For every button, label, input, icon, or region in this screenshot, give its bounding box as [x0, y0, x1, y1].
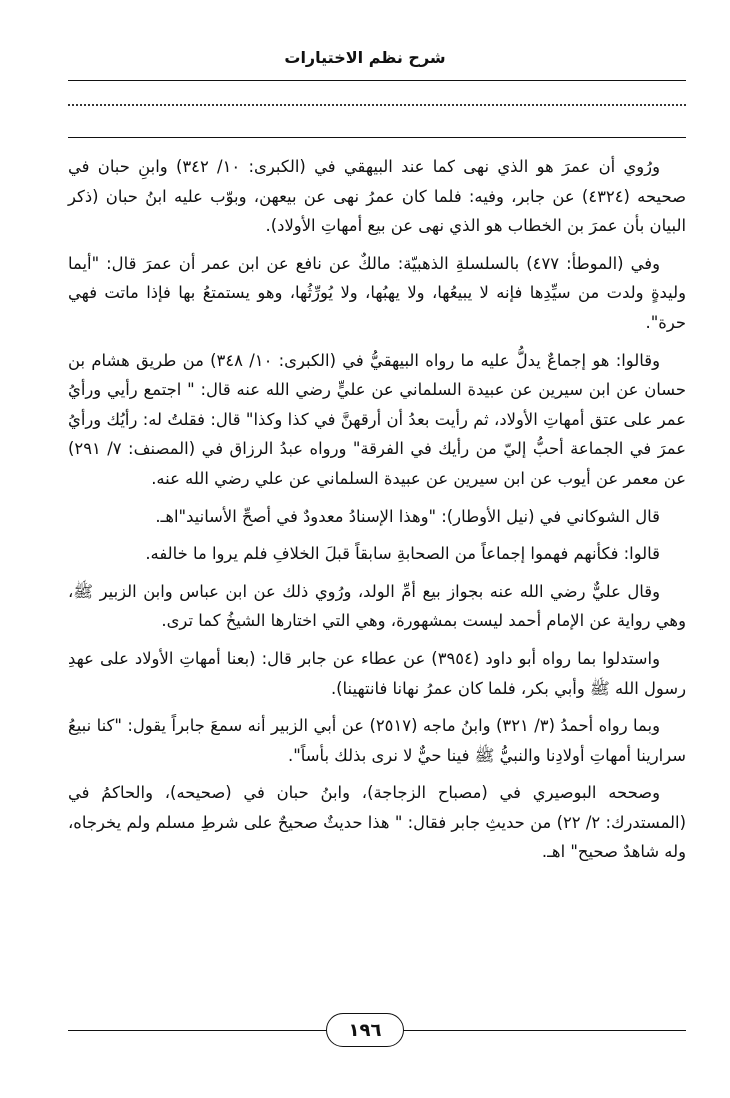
- paragraph: وقالوا: هو إجماعٌ يدلُّ عليه ما رواه البيهقيُّ في (الكبرى: ١٠/ ٣٤٨) من طريق هشام بن حسان عن ابن سيرين عن عبيدة السلماني عن عليٍّ رضي الله عنه قال: " اجتمع رأيي ورأيُ عمر على عتق أمهاتِ الأولاد، ثم رأيت بعدُ أن أرقهنَّ في كذا وكذا" قال: فقلتُ له: رأيُك ورأيُ عمرَ في الجماعة أحبُّ إليّ من رأيك في الفرقة" ورواه عبدُ الرزاق في (المصنف: ٧/ ٢٩١) عن معمر عن أيوب عن ابن سيرين عن عبيدة السلماني عن علي رضي الله عنه.: [68, 350, 686, 488]
- paragraph: واستدلوا بما رواه أبو داود (٣٩٥٤) عن عطاء عن جابر قال: (بعنا أمهاتِ الأولاد على عهدِ رسول الله ﷺ وأبي بكر، فلما كان عمرُ نهانا فانتهينا).: [68, 648, 686, 698]
- paragraph: وبما رواه أحمدُ (٣/ ٣٢١) وابنُ ماجه (٢٥١٧) عن أبي الزبير أنه سمعَ جابراً يقول: "كنا نبيعُ سرارينا أمهاتِ أولادِنا والنبيُّ ﷺ فينا حيٌّ لا نرى بذلك بأساً".: [68, 716, 686, 765]
- footer-rule-right: [400, 1030, 686, 1031]
- page-number: ١٩٦: [326, 1013, 404, 1047]
- footer-rule-left: [68, 1030, 328, 1031]
- paragraph: وقال عليٌّ رضي الله عنه بجواز بيع أمِّ الولد، ورُوي ذلك عن ابن عباس وابن الزبير ﷺ، وهي رواية عن الإمام أحمد ليست بمشهورة، وهي التي اختارها الشيخُ كما ترى.: [68, 581, 686, 631]
- paragraph: وفي (الموطأ: ٤٧٧) بالسلسلةِ الذهبيّة: مالكٌ عن نافع عن ابن عمر أن عمرَ قال: "أيما وليدةٍ ولدت من سيِّدِها فإنه لا يبيعُها، ولا يهبُها، ولا يُورِّثُها، وهو يستمتعُ بها فإذا ماتت فهي حرة".: [68, 253, 686, 332]
- body-top-rule: [68, 137, 686, 138]
- header-rule: [68, 80, 686, 81]
- paragraph: ورُوي أن عمرَ هو الذي نهى كما عند البيهقي في (الكبرى: ١٠/ ٣٤٢) وابنِ حبان في صحيحه (٤٣٢٤) عن جابر، وفيه: فلما كان عمرُ نهى عن بيعهن، وبوّب عليه ابنُ حبان (ذكر البيان بأن عمرَ بن الخطاب هو الذي نهى عن بيع أمهاتِ الأولاد).: [68, 157, 686, 236]
- paragraph: قالوا: فكأنهم فهموا إجماعاً من الصحابةِ سابقاً قبلَ الخلافِ فلم يروا ما خالفه.: [145, 544, 660, 564]
- paragraph: قال الشوكاني في (نيل الأوطار): "وهذا الإسنادُ معدودٌ في أصحِّ الأسانيد"اهـ.: [155, 506, 660, 526]
- paragraph: وصححه البوصيري في (مصباح الزجاجة)، وابنُ حبان في (صحيحه)، والحاكمُ في (المستدرك: ٢/ ٢٢) من حديثِ جابر فقال: " هذا حديثٌ صحيحٌ على شرطِ مسلم ولم يخرجاه، وله شاهدٌ صحيح" اهـ.: [68, 783, 686, 862]
- running-header-title: شرح نظم الاختيارات: [284, 48, 446, 67]
- dotted-separator: [68, 104, 686, 106]
- body-text: [68, 152, 686, 875]
